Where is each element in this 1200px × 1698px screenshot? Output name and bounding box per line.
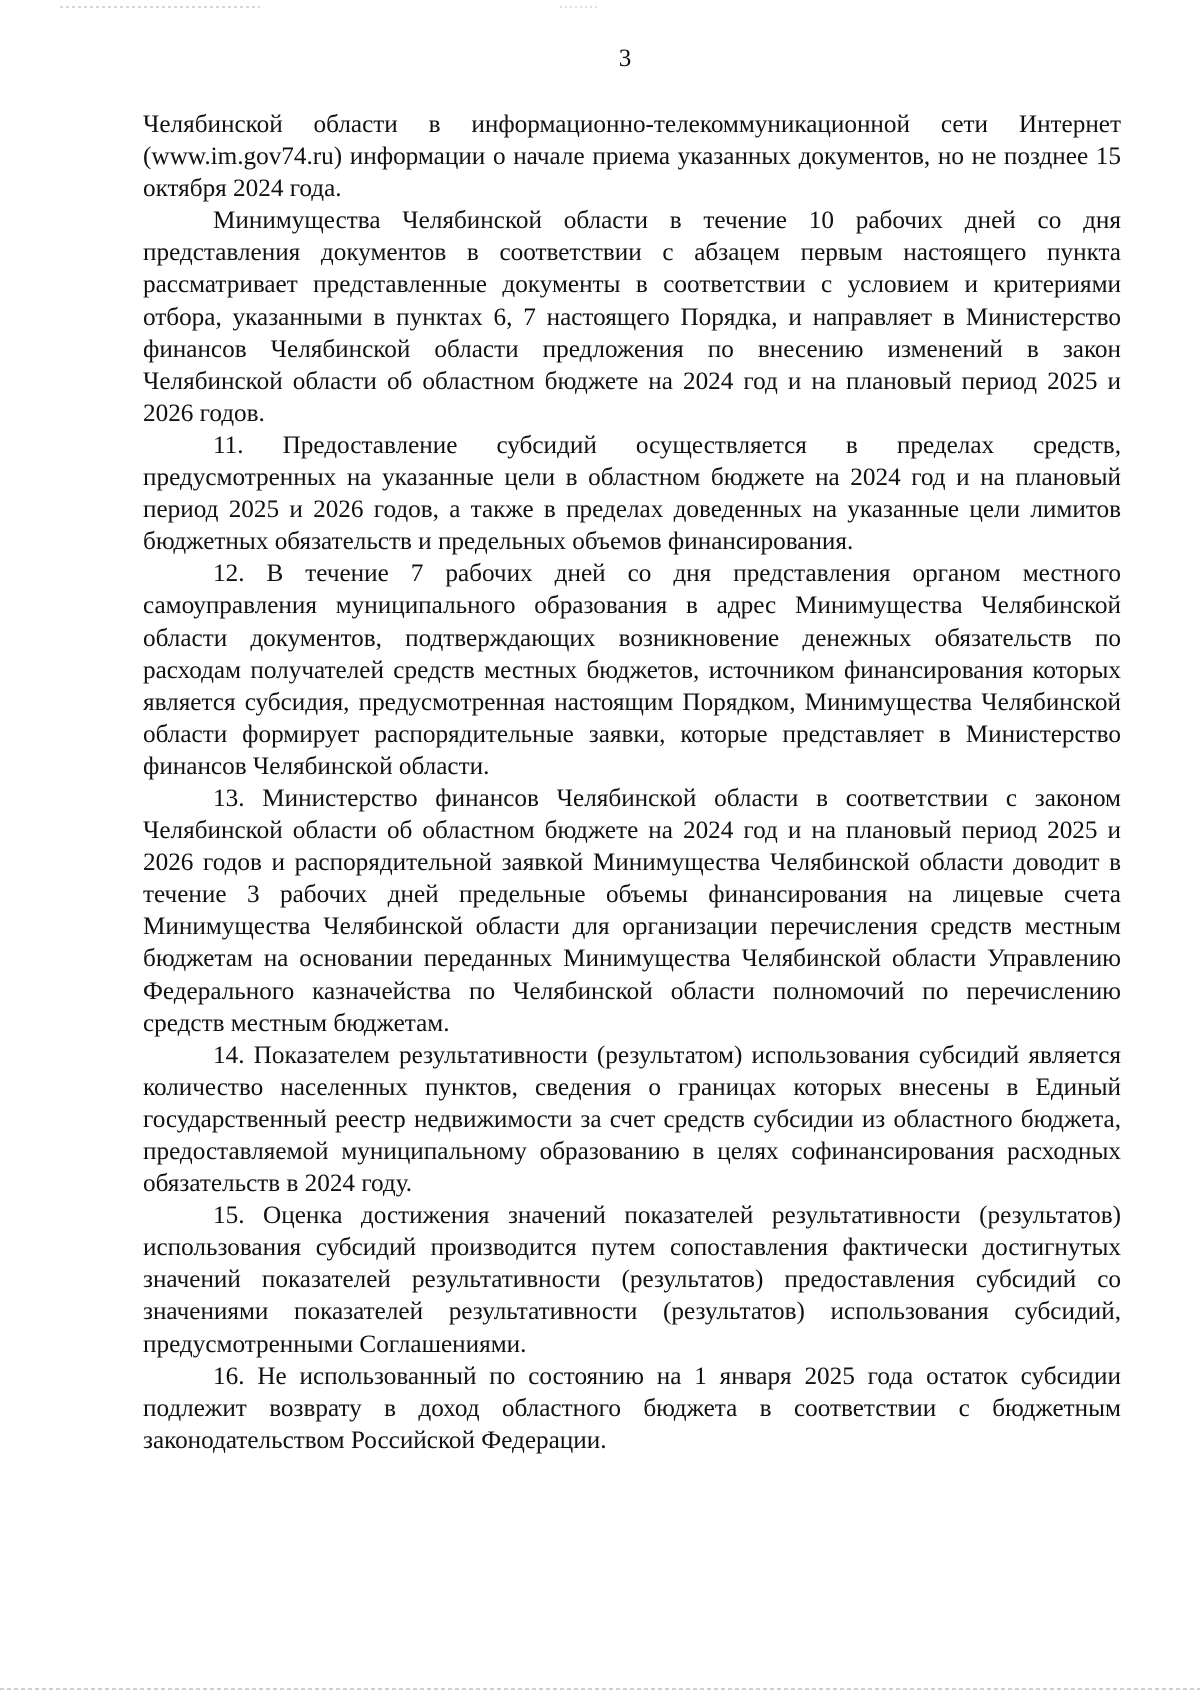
scan-artifact-top	[60, 6, 260, 8]
paragraph-review-documents: Минимущества Челябинской области в течение 10 рабочих дней со дня представления документов в соответствии с абзацем первым настоящего пункта рассматривает представленные документы в соответствии с условием и критериями отбора, указанными в пунктах 6, 7 настоящего Порядка, и направляет в Министерство финансов Челябинской области предложения по внесению изменений в закон Челябинской области об областном бюджете на 2024 год и на плановый период 2025 и 2026 годов.	[143, 207, 1121, 427]
paragraph-continuation: Челябинской области в информационно-телекоммуникационной сети Интернет (www.im.gov74.ru) информации о начале приема указанных документов, но не позднее 15 октября 2024 года.	[143, 111, 1121, 203]
scan-artifact-bottom	[0, 1688, 1200, 1690]
paragraph-item-16: 16. Не использованный по состоянию на 1 января 2025 года остаток субсидии подлежит возврату в доход областного бюджета в соответствии с бюджетным законодательством Российской Федерации.	[143, 1362, 1121, 1454]
paragraph-item-12: 12. В течение 7 рабочих дней со дня представления органом местного самоуправления муниципального образования в адрес Минимущества Челябинской области документов, подтверждающих возникновение денежных обязательств по расходам получателей средств местных бюджетов, источником финансирования которых является субсидия, предусмотренная настоящим Порядком, Минимущества Челябинской области формирует распорядительные заявки, которые представляет в Министерство финансов Челябинской области.	[143, 560, 1121, 780]
scan-artifact-top-small	[560, 6, 600, 8]
paragraph-item-13: 13. Министерство финансов Челябинской области в соответствии с законом Челябинской области об областном бюджете на 2024 год и на плановый период 2025 и 2026 годов и распорядительной заявкой Минимущества Челябинской области доводит в течение 3 рабочих дней предельные объемы финансирования на лицевые счета Минимущества Челябинской области для организации перечисления средств местным бюджетам на основании переданных Минимущества Челябинской области Управлению Федерального казначейства по Челябинской области полномочий по перечислению средств местным бюджетам.	[143, 784, 1121, 1037]
paragraph-item-14: 14. Показателем результативности (результатом) использования субсидий является количество населенных пунктов, сведения о границах которых внесены в Единый государственный реестр недвижимости за счет средств субсидии из областного бюджета, предоставляемой муниципальному образованию в целях софинансирования расходных обязательств в 2024 году.	[143, 1041, 1121, 1198]
document-body	[143, 109, 1121, 1457]
page-number: 3	[618, 45, 632, 72]
paragraph-item-15: 15. Оценка достижения значений показателей результативности (результатов) использования субсидий производится путем сопоставления фактически достигнутых значений показателей результативности (результатов) предоставления субсидий со значениями показателей результативности (результатов) использования субсидий, предусмотренными Соглашениями.	[143, 1202, 1121, 1358]
paragraph-item-11: 11. Предоставление субсидий осуществляется в пределах средств, предусмотренных на указанные цели в областном бюджете на 2024 год и на плановый период 2025 и 2026 годов, а также в пределах доведенных на указанные цели лимитов бюджетных обязательств и предельных объемов финансирования.	[143, 431, 1121, 556]
